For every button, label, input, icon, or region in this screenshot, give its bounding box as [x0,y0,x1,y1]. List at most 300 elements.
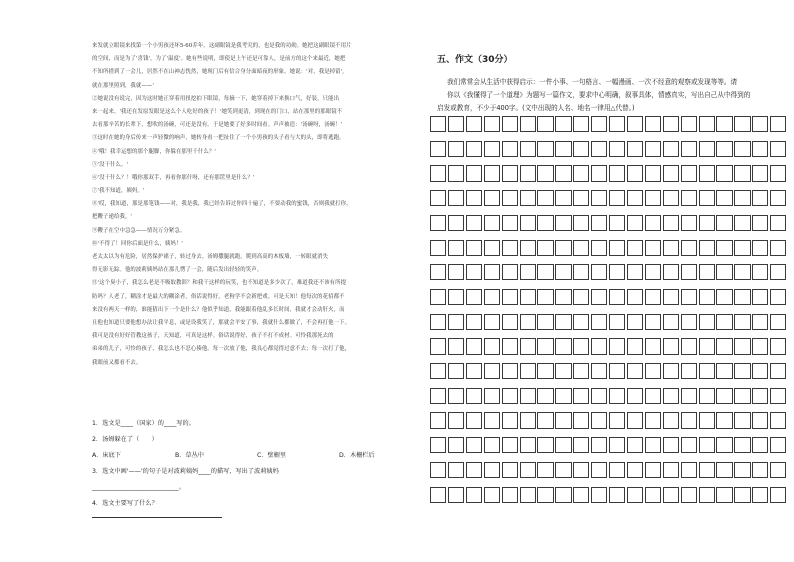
grid-cell[interactable] [645,190,661,206]
grid-cell[interactable] [734,116,750,132]
grid-cell[interactable] [645,437,661,453]
grid-cell[interactable] [591,363,607,379]
grid-cell[interactable] [555,338,571,354]
grid-cell[interactable] [555,215,571,231]
grid-cell[interactable] [627,388,643,404]
grid-cell[interactable] [502,338,518,354]
grid-cell[interactable] [537,338,553,354]
grid-cell[interactable] [573,388,589,404]
grid-cell[interactable] [537,363,553,379]
grid-cell[interactable] [770,388,786,404]
grid-cell[interactable] [430,215,446,231]
grid-cell[interactable] [502,388,518,404]
grid-cell[interactable] [484,437,500,453]
grid-cell[interactable] [484,289,500,305]
grid-cell[interactable] [537,487,553,503]
grid-cell[interactable] [591,264,607,280]
grid-cell[interactable] [699,240,715,256]
grid-cell[interactable] [627,289,643,305]
grid-cell[interactable] [609,314,625,330]
grid-cell[interactable] [520,141,536,157]
grid-cell[interactable] [448,487,464,503]
grid-cell[interactable] [520,462,536,478]
grid-cell[interactable] [752,388,768,404]
grid-cell[interactable] [502,412,518,428]
grid-cell[interactable] [430,190,446,206]
grid-cell[interactable] [555,240,571,256]
grid-cell[interactable] [573,487,589,503]
grid-cell[interactable] [537,165,553,181]
grid-cell[interactable] [716,190,732,206]
grid-cell[interactable] [699,437,715,453]
grid-cell[interactable] [716,314,732,330]
grid-cell[interactable] [502,141,518,157]
grid-cell[interactable] [734,314,750,330]
grid-cell[interactable] [520,116,536,132]
grid-cell[interactable] [681,338,697,354]
grid-cell[interactable] [770,363,786,379]
grid-cell[interactable] [609,338,625,354]
grid-cell[interactable] [484,215,500,231]
grid-cell[interactable] [573,264,589,280]
grid-cell[interactable] [609,363,625,379]
grid-cell[interactable] [448,190,464,206]
grid-cell[interactable] [734,141,750,157]
grid-cell[interactable] [627,264,643,280]
grid-cell[interactable] [573,116,589,132]
grid-cell[interactable] [484,363,500,379]
grid-cell[interactable] [716,264,732,280]
grid-cell[interactable] [591,215,607,231]
grid-cell[interactable] [681,116,697,132]
grid-cell[interactable] [645,388,661,404]
grid-cell[interactable] [699,462,715,478]
grid-cell[interactable] [699,412,715,428]
grid-cell[interactable] [645,141,661,157]
grid-cell[interactable] [448,141,464,157]
grid-cell[interactable] [466,363,482,379]
grid-cell[interactable] [627,462,643,478]
grid-cell[interactable] [645,215,661,231]
grid-cell[interactable] [555,412,571,428]
grid-cell[interactable] [681,363,697,379]
grid-cell[interactable] [448,363,464,379]
grid-cell[interactable] [591,412,607,428]
grid-cell[interactable] [770,141,786,157]
grid-cell[interactable] [752,190,768,206]
grid-cell[interactable] [770,437,786,453]
grid-cell[interactable] [502,363,518,379]
grid-cell[interactable] [502,487,518,503]
grid-cell[interactable] [609,264,625,280]
grid-cell[interactable] [430,141,446,157]
grid-cell[interactable] [734,264,750,280]
grid-cell[interactable] [430,264,446,280]
grid-cell[interactable] [520,289,536,305]
grid-cell[interactable] [627,338,643,354]
grid-cell[interactable] [681,437,697,453]
grid-cell[interactable] [502,116,518,132]
grid-cell[interactable] [430,314,446,330]
grid-cell[interactable] [645,363,661,379]
grid-cell[interactable] [591,240,607,256]
grid-cell[interactable] [627,190,643,206]
grid-cell[interactable] [591,487,607,503]
grid-cell[interactable] [591,314,607,330]
grid-cell[interactable] [663,289,679,305]
grid-cell[interactable] [770,165,786,181]
grid-cell[interactable] [502,289,518,305]
grid-cell[interactable] [770,116,786,132]
grid-cell[interactable] [448,116,464,132]
grid-cell[interactable] [502,240,518,256]
grid-cell[interactable] [681,412,697,428]
grid-cell[interactable] [573,338,589,354]
grid-cell[interactable] [591,190,607,206]
grid-cell[interactable] [573,190,589,206]
grid-cell[interactable] [466,141,482,157]
grid-cell[interactable] [537,289,553,305]
grid-cell[interactable] [520,215,536,231]
grid-cell[interactable] [627,240,643,256]
grid-cell[interactable] [430,363,446,379]
grid-cell[interactable] [537,141,553,157]
grid-cell[interactable] [734,338,750,354]
grid-cell[interactable] [484,412,500,428]
grid-cell[interactable] [681,462,697,478]
grid-cell[interactable] [484,190,500,206]
grid-cell[interactable] [609,116,625,132]
grid-cell[interactable] [520,338,536,354]
grid-cell[interactable] [663,388,679,404]
grid-cell[interactable] [681,289,697,305]
grid-cell[interactable] [716,412,732,428]
grid-cell[interactable] [484,141,500,157]
grid-cell[interactable] [573,314,589,330]
grid-cell[interactable] [645,487,661,503]
grid-cell[interactable] [466,437,482,453]
grid-cell[interactable] [645,264,661,280]
grid-cell[interactable] [734,165,750,181]
grid-cell[interactable] [466,165,482,181]
grid-cell[interactable] [609,487,625,503]
grid-cell[interactable] [484,462,500,478]
grid-cell[interactable] [627,363,643,379]
grid-cell[interactable] [520,314,536,330]
grid-cell[interactable] [627,116,643,132]
grid-cell[interactable] [663,314,679,330]
grid-cell[interactable] [699,116,715,132]
grid-cell[interactable] [448,412,464,428]
grid-cell[interactable] [573,215,589,231]
grid-cell[interactable] [448,388,464,404]
grid-cell[interactable] [716,141,732,157]
grid-cell[interactable] [466,462,482,478]
grid-cell[interactable] [591,116,607,132]
grid-cell[interactable] [520,165,536,181]
grid-cell[interactable] [752,314,768,330]
grid-cell[interactable] [716,165,732,181]
grid-cell[interactable] [716,338,732,354]
grid-cell[interactable] [716,215,732,231]
grid-cell[interactable] [609,190,625,206]
grid-cell[interactable] [752,363,768,379]
grid-cell[interactable] [770,289,786,305]
grid-cell[interactable] [681,240,697,256]
grid-cell[interactable] [555,165,571,181]
grid-cell[interactable] [770,264,786,280]
grid-cell[interactable] [734,289,750,305]
grid-cell[interactable] [681,215,697,231]
grid-cell[interactable] [627,165,643,181]
grid-cell[interactable] [770,412,786,428]
grid-cell[interactable] [573,165,589,181]
grid-cell[interactable] [770,215,786,231]
grid-cell[interactable] [752,141,768,157]
grid-cell[interactable] [573,289,589,305]
grid-cell[interactable] [609,215,625,231]
grid-cell[interactable] [627,437,643,453]
grid-cell[interactable] [430,462,446,478]
grid-cell[interactable] [502,314,518,330]
grid-cell[interactable] [681,141,697,157]
grid-cell[interactable] [502,437,518,453]
grid-cell[interactable] [716,388,732,404]
grid-cell[interactable] [609,289,625,305]
grid-cell[interactable] [537,388,553,404]
grid-cell[interactable] [752,165,768,181]
grid-cell[interactable] [537,240,553,256]
grid-cell[interactable] [448,215,464,231]
grid-cell[interactable] [609,412,625,428]
grid-cell[interactable] [591,388,607,404]
grid-cell[interactable] [484,487,500,503]
grid-cell[interactable] [663,240,679,256]
grid-cell[interactable] [466,289,482,305]
grid-cell[interactable] [734,363,750,379]
grid-cell[interactable] [537,462,553,478]
grid-cell[interactable] [502,165,518,181]
grid-cell[interactable] [752,412,768,428]
grid-cell[interactable] [591,437,607,453]
grid-cell[interactable] [430,412,446,428]
grid-cell[interactable] [609,240,625,256]
grid-cell[interactable] [609,141,625,157]
grid-cell[interactable] [699,215,715,231]
grid-cell[interactable] [430,165,446,181]
grid-cell[interactable] [484,388,500,404]
grid-cell[interactable] [484,116,500,132]
grid-cell[interactable] [716,363,732,379]
grid-cell[interactable] [555,487,571,503]
grid-cell[interactable] [448,165,464,181]
grid-cell[interactable] [734,412,750,428]
grid-cell[interactable] [770,462,786,478]
grid-cell[interactable] [573,363,589,379]
grid-cell[interactable] [716,487,732,503]
grid-cell[interactable] [537,190,553,206]
grid-cell[interactable] [734,462,750,478]
grid-cell[interactable] [466,215,482,231]
grid-cell[interactable] [752,487,768,503]
grid-cell[interactable] [520,264,536,280]
grid-cell[interactable] [502,462,518,478]
grid-cell[interactable] [752,289,768,305]
grid-cell[interactable] [484,165,500,181]
grid-cell[interactable] [555,190,571,206]
grid-cell[interactable] [466,116,482,132]
grid-cell[interactable] [448,240,464,256]
grid-cell[interactable] [663,412,679,428]
grid-cell[interactable] [484,314,500,330]
grid-cell[interactable] [734,487,750,503]
grid-cell[interactable] [448,314,464,330]
grid-cell[interactable] [699,314,715,330]
grid-cell[interactable] [520,363,536,379]
grid-cell[interactable] [520,240,536,256]
grid-cell[interactable] [555,116,571,132]
grid-cell[interactable] [537,437,553,453]
grid-cell[interactable] [752,116,768,132]
grid-cell[interactable] [752,240,768,256]
grid-cell[interactable] [770,314,786,330]
grid-cell[interactable] [502,264,518,280]
grid-cell[interactable] [627,141,643,157]
grid-cell[interactable] [627,487,643,503]
grid-cell[interactable] [681,190,697,206]
grid-cell[interactable] [466,264,482,280]
grid-cell[interactable] [573,412,589,428]
grid-cell[interactable] [752,215,768,231]
grid-cell[interactable] [430,437,446,453]
grid-cell[interactable] [448,338,464,354]
grid-cell[interactable] [609,437,625,453]
grid-cell[interactable] [609,165,625,181]
grid-cell[interactable] [734,190,750,206]
grid-cell[interactable] [645,116,661,132]
grid-cell[interactable] [752,462,768,478]
grid-cell[interactable] [663,215,679,231]
grid-cell[interactable] [681,487,697,503]
grid-cell[interactable] [734,437,750,453]
composition-writing-grid[interactable] [430,116,788,512]
grid-cell[interactable] [520,388,536,404]
grid-cell[interactable] [663,264,679,280]
grid-cell[interactable] [645,240,661,256]
grid-cell[interactable] [448,462,464,478]
grid-cell[interactable] [573,462,589,478]
grid-cell[interactable] [699,141,715,157]
grid-cell[interactable] [573,141,589,157]
grid-cell[interactable] [466,190,482,206]
grid-cell[interactable] [681,314,697,330]
grid-cell[interactable] [734,240,750,256]
grid-cell[interactable] [699,487,715,503]
grid-cell[interactable] [699,363,715,379]
grid-cell[interactable] [627,314,643,330]
grid-cell[interactable] [591,289,607,305]
grid-cell[interactable] [430,289,446,305]
grid-cell[interactable] [716,116,732,132]
grid-cell[interactable] [752,264,768,280]
grid-cell[interactable] [681,388,697,404]
grid-cell[interactable] [520,190,536,206]
grid-cell[interactable] [770,487,786,503]
grid-cell[interactable] [716,437,732,453]
grid-cell[interactable] [484,240,500,256]
grid-cell[interactable] [663,141,679,157]
grid-cell[interactable] [555,388,571,404]
grid-cell[interactable] [520,412,536,428]
grid-cell[interactable] [448,264,464,280]
grid-cell[interactable] [537,412,553,428]
grid-cell[interactable] [573,240,589,256]
grid-cell[interactable] [466,388,482,404]
grid-cell[interactable] [716,289,732,305]
grid-cell[interactable] [609,388,625,404]
grid-cell[interactable] [573,437,589,453]
grid-cell[interactable] [663,487,679,503]
grid-cell[interactable] [734,215,750,231]
grid-cell[interactable] [752,437,768,453]
grid-cell[interactable] [699,264,715,280]
grid-cell[interactable] [591,141,607,157]
grid-cell[interactable] [520,437,536,453]
grid-cell[interactable] [591,165,607,181]
grid-cell[interactable] [645,314,661,330]
grid-cell[interactable] [699,388,715,404]
grid-cell[interactable] [734,388,750,404]
grid-cell[interactable] [430,487,446,503]
grid-cell[interactable] [645,289,661,305]
grid-cell[interactable] [663,437,679,453]
grid-cell[interactable] [663,338,679,354]
grid-cell[interactable] [466,412,482,428]
grid-cell[interactable] [752,338,768,354]
grid-cell[interactable] [430,116,446,132]
grid-cell[interactable] [466,487,482,503]
grid-cell[interactable] [699,190,715,206]
grid-cell[interactable] [430,338,446,354]
grid-cell[interactable] [699,289,715,305]
grid-cell[interactable] [645,412,661,428]
grid-cell[interactable] [716,462,732,478]
grid-cell[interactable] [681,264,697,280]
grid-cell[interactable] [555,141,571,157]
grid-cell[interactable] [645,338,661,354]
grid-cell[interactable] [448,289,464,305]
grid-cell[interactable] [609,462,625,478]
grid-cell[interactable] [502,190,518,206]
grid-cell[interactable] [627,412,643,428]
grid-cell[interactable] [555,437,571,453]
grid-cell[interactable] [591,462,607,478]
grid-cell[interactable] [466,240,482,256]
grid-cell[interactable] [591,338,607,354]
grid-cell[interactable] [537,215,553,231]
grid-cell[interactable] [484,338,500,354]
grid-cell[interactable] [663,190,679,206]
grid-cell[interactable] [681,165,697,181]
grid-cell[interactable] [770,338,786,354]
grid-cell[interactable] [466,338,482,354]
grid-cell[interactable] [770,190,786,206]
grid-cell[interactable] [502,215,518,231]
grid-cell[interactable] [555,289,571,305]
grid-cell[interactable] [430,240,446,256]
grid-cell[interactable] [537,116,553,132]
grid-cell[interactable] [663,462,679,478]
